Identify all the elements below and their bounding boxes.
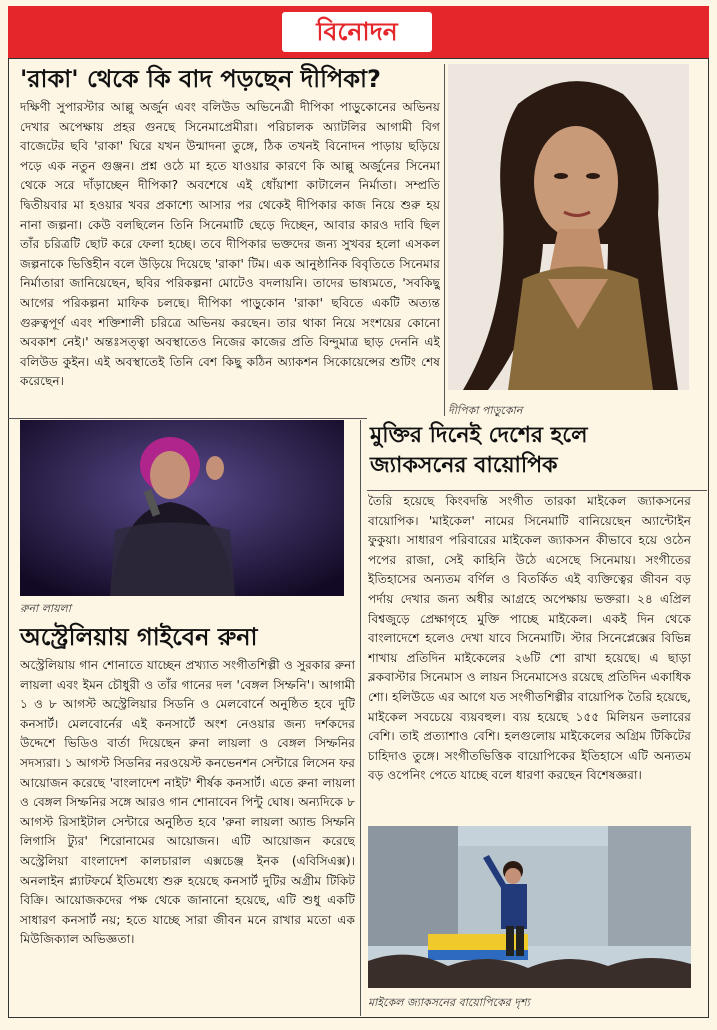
story1-headline[interactable]: 'রাকা' থেকে কি বাদ পড়ছেন দীপিকা?: [20, 65, 381, 93]
story3-photo-caption: মাইকেল জ্যাকসনের বায়োপিকের দৃশ্য: [368, 996, 530, 1009]
story3-headline-line1[interactable]: মুক্তির দিনেই দেশের হলে: [370, 423, 588, 448]
story1-photo: [448, 64, 689, 390]
section-title: বিনোদন: [282, 12, 432, 52]
story1-photo-caption: দীপিকা পাড়ুকোন: [448, 404, 523, 417]
column-divider-top: [444, 64, 445, 416]
story2-body: অস্ট্রেলিয়ায় গান শোনাতে যাচ্ছেন প্রখ্যাত সংগীতশিল্পী ও সুরকার রুনা লায়লা এবং ইমন চৌধুরী ও তাঁর গানের দল 'বেঙ্গল সিম্ফনি'। আগামী ১ ও ৮ আগস্ট অস্ট্রেলিয়ার সিডনি ও মেলবোর্নে অনুষ্ঠিত হবে দুটি কনসার্ট। মেলবোর্নের এই কনসার্টে অংশ নেওয়ার জন্য দর্শকদের উদ্দেশে ভিডিও বার্তা দিয়েছেন রুনা লায়লা ও বেঙ্গল সিম্ফনির সদস্যরা। ১ আগস্ট সিডনির নরওয়েস্ট কনভেনশন সেন্টারে লিসেন ফর আয়োজন করেছে 'বাংলাদেশ নাইট' শীর্ষক কনসার্ট। এতে রুনা লায়লা ও বেঙ্গল সিম্ফনির সঙ্গে আরও গান শোনাবেন পিন্টু ঘোষ। অন্যদিকে ৮ আগস্ট রিসাইটাল সেন্টারে অনুষ্ঠিত হবে 'রুনা লায়লা অ্যান্ড সিম্ফনি লিগাসি ট্যুর' শিরোনামের আয়োজন। এটি আয়োজন করেছে অস্ট্রেলিয়া বাংলাদেশ কালচারাল এক্সচেঞ্জ ইনক (এবিসিএক্স)। অনলাইন প্ল্যাটফর্মে ইতিমধ্যে শুরু হয়েছে কনসার্ট দুটির অগ্রীম টিকিট বিক্রি। আয়োজকদের পক্ষ থেকে জানানো হয়েছে, এটি শুধু একটি সাধারণ কনসার্ট নয়; হতে যাচ্ছে সারা জীবন মনে রাখার মতো এক মিউজিক্যাল অভিজ্ঞতা।: [20, 658, 355, 947]
story2-photo: [20, 420, 344, 596]
story3-headline-rule: [367, 490, 707, 491]
story1-body: দক্ষিণী সুপারস্টার আল্লু অর্জুন এবং বলিউড অভিনেত্রী দীপিকা পাড়ুকোনের অভিনয় দেখার অপেক্ষায় প্রহর গুনছে সিনেমাপ্রেমীরা। পরিচালক অ্যাটলির আগামী বিগ বাজেটের ছবি 'রাকা' ঘিরে যখন উন্মাদনা তুঙ্গে, ঠিক তখনই বিনোদন পাড়ায় ছড়িয়ে পড়ে এক নতুন গুঞ্জন। প্রশ্ন ওঠে মা হতে যাওয়ার কারণে কি আল্লু অর্জুনের সিনেমা থেকে সরে দাঁড়াচ্ছেন দীপিকা? অবশেষে এই ধোঁয়াশা কাটালেন নির্মাতা। সম্প্রতি দ্বিতীয়বার মা হওয়ার খবর প্রকাশ্যে আসার পর থেকেই দীপিকার কাজ নিয়ে শুরু হয় নানা জল্পনা। কেউ বলছিলেন তিনি সিনেমাটি ছেড়ে দিচ্ছেন, আবার কারও দাবি ছিল তাঁর চরিত্রটি ছোট করে ফেলা হচ্ছে। তবে দীপিকার ভক্তদের জন্য সুখবর হলো এসকল জল্পনাকে ভিত্তিহীন বলে উড়িয়ে দিয়েছে 'রাকা' টিম। এক আনুষ্ঠানিক বিবৃতিতে সিনেমার নির্মাতারা জানিয়েছেন, ছবির পরিকল্পনা মোটেও বদলায়নি। তাদের ভাষ্যমতে, 'সবকিছু আগের পরিকল্পনা মাফিক চলছে। দীপিকা পাড়ুকোন 'রাকা' ছবিতে একটি অত্যন্ত গুরুত্বপূর্ণ এবং শক্তিশালী চরিত্রে অভিনয় করছেন। তার থাকা নিয়ে সংশয়ের কোনো অবকাশ নেই।' অন্তঃসত্ত্বা অবস্থাতেও নিজের কাজের প্রতি বিন্দুমাত্র ছাড় দেননি এই বলিউড কুইন। এই অবস্থাতেই তিনি বেশ কিছু কঠিন অ্যাকশন সিকোয়েন্সের শুটিং শেষ করেছেন।: [20, 100, 440, 389]
story1-bottom-rule: [8, 418, 367, 419]
story3-body: তৈরি হয়েছে কিংবদন্তি সংগীত তারকা মাইকেল জ্যাকসনের বায়োপিক। 'মাইকেল' নামের সিনেমাটি বানিয়েছেন অ্যান্টোইন ফুকুয়া। সাধারণ পরিবারের মাইকেল জ্যাকসন কীভাবে হয়ে ওঠেন পপের রাজা, সেই কাহিনি উঠে এসেছে সিনেমায়। সংগীতের ইতিহাসের অন্যতম বর্ণিল ও বিতর্কিত এই ব্যক্তিত্বের জীবন বড় পর্দায় দেখার জন্য অধীর আগ্রহে অপেক্ষায় ভক্তরা। ২৪ এপ্রিল বিশ্বজুড়ে প্রেক্ষাগৃহে মুক্তি পাচ্ছে মাইকেল। একই দিন থেকে বাংলাদেশে হলেও দেখা যাবে সিনেমাটি। স্টার সিনেপ্লেক্সের বিভিন্ন শাখায় প্রতিদিন মাইকেলের ২৬টি শো রাখা হয়েছে। এ ছাড়া ব্লকবাস্টার সিনেমাস ও লায়ন সিনেমাসেও রয়েছে প্রতিদিন একাধিক শো। হলিউডে এর আগে যত সংগীতশিল্পীর বায়োপিক তৈরি হয়েছে, মাইকেল সবচেয়ে ব্যয়বহুল। ব্যয় হয়েছে ১৫৫ মিলিয়ন ডলারের বেশি। তাই প্রত্যাশাও বেশি। হলগুলোয় মাইকেলের অগ্রিম টিকিটের চাহিদাও তুঙ্গে। সংগীতভিত্তিক বায়োপিকের ইতিহাসে এটি অন্যতম বড় ওপেনিং পেতে যাচ্ছে বলে ধারণা করছেন বিশেষজ্ঞরা।: [368, 494, 691, 783]
column-divider-bottom: [360, 420, 361, 1016]
section-banner: [8, 6, 709, 58]
story3-headline-line2[interactable]: জ্যাকসনের বায়োপিক: [370, 453, 558, 478]
story2-photo-caption: রুনা লায়লা: [20, 602, 71, 615]
story3-photo: [368, 826, 691, 988]
story2-headline[interactable]: অস্ট্রেলিয়ায় গাইবেন রুনা: [20, 623, 258, 651]
